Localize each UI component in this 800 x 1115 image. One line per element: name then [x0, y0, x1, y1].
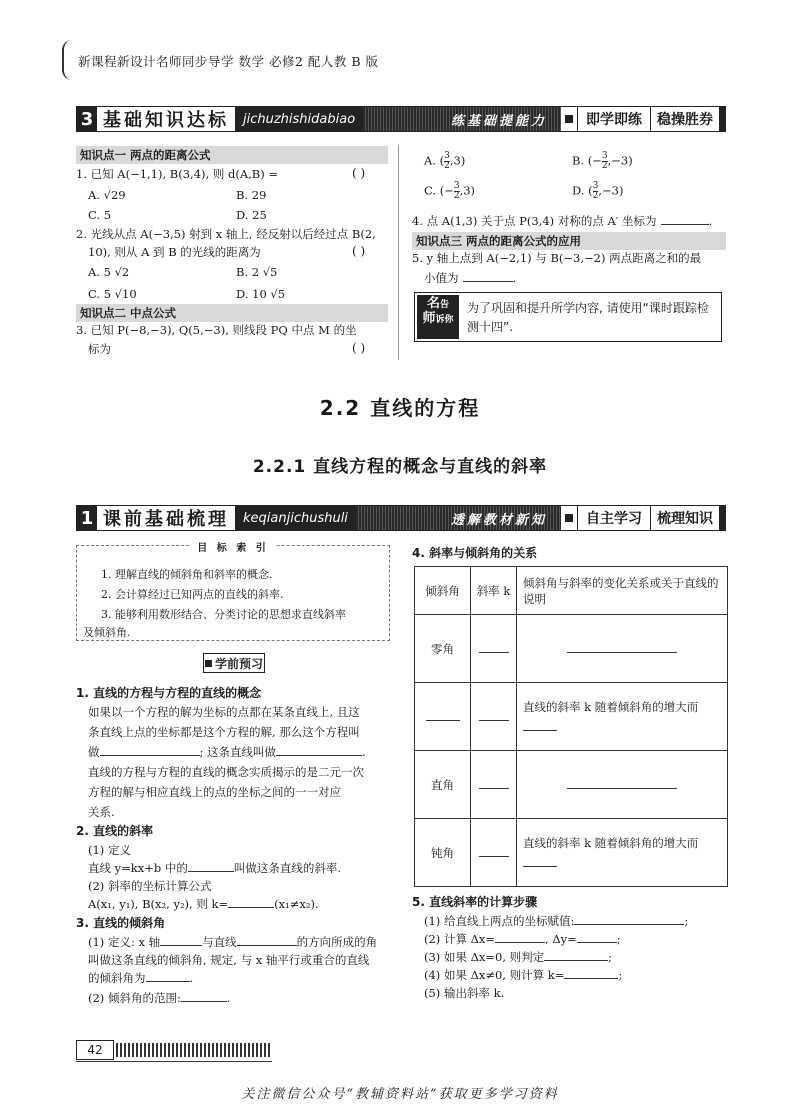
s2-line-1: (1) 定义 — [88, 843, 131, 857]
s2-line-4: A(x₁, y₁), B(x₂, y₂), 则 k= (x₁≠x₂). — [88, 897, 319, 911]
s2-line-3: (2) 斜率的坐标计算公式 — [88, 879, 212, 893]
s3-line-3: 的倾斜角为 . — [88, 971, 194, 985]
cell-angle: 零角 — [415, 615, 471, 683]
banner-square-icon — [565, 514, 573, 522]
col-desc: 倾斜角与斜率的变化关系或关于直线的说明 — [517, 567, 728, 615]
goal-3-cont: 及倾斜角. — [83, 626, 131, 639]
question-5-line-1: 5. y 轴上点到 A(−2,1) 与 B(−3,−2) 两点距离之和的最 — [412, 251, 702, 265]
q3-option-a: A. ( $\frac{3}{2}$ ,3) — [424, 151, 466, 171]
bottom-watermark-note: 关注微信公众号“教辅资料站”获取更多学习资料 — [241, 1087, 559, 1102]
header-bracket — [62, 40, 76, 80]
s5-line-3: (3) 如果 Δx=0, 则判定 ; — [424, 950, 613, 964]
s2-line-2: 直线 y=kx+b 中的 叫做这条直线的斜率. — [88, 861, 342, 875]
question-3-line-2: 标为 — [88, 342, 111, 356]
s2-heading: 2. 直线的斜率 — [76, 824, 154, 838]
q1-option-c: C. 5 — [88, 208, 112, 222]
slope-angle-table — [414, 566, 728, 887]
table-header-row — [415, 567, 728, 615]
banner-title: 课前基础梳理 — [103, 509, 229, 530]
question-2-line-2: 10), 则从 A 到 B 的光线的距离为 — [88, 245, 261, 259]
cell-angle: 钝角 — [415, 819, 471, 887]
table-row — [415, 615, 728, 683]
cell-slope — [471, 819, 517, 887]
section-heading-1: 知识点一 两点的距离公式 — [76, 146, 388, 164]
teacher-tip-text: 为了巩固和提升所学内容, 请使用“课时跟踪检测十四”. — [467, 301, 709, 334]
question-4: 4. 点 A(1,3) 关于点 P(3,4) 对称的点 A′ 坐标为 . — [412, 214, 713, 228]
cell-desc — [517, 751, 728, 819]
q1-option-a: A. √29 — [88, 188, 126, 202]
cell-slope — [471, 615, 517, 683]
s3-line-2: 叫做这条直线的倾斜角, 规定, 与 x 轴平行或重合的直线 — [88, 953, 370, 967]
cell-angle — [415, 683, 471, 751]
banner-square-icon — [565, 115, 573, 123]
s1-line-6: 关系. — [88, 805, 115, 819]
banner-box-1: 自主学习 — [577, 506, 650, 530]
section-heading-3: 知识点三 两点的距离公式的应用 — [412, 232, 726, 250]
footer-dot-pattern — [116, 1043, 272, 1057]
answer-paren-2: ( ) — [352, 244, 366, 258]
s5-heading: 5. 直线斜率的计算步骤 — [412, 895, 538, 909]
section-heading-2: 知识点二 中点公式 — [76, 304, 388, 322]
banner-box-2: 梳理知识 — [650, 506, 719, 530]
s1-line-5: 方程的解与相应直线上的点的坐标之间的一一对应 — [88, 785, 341, 799]
banner-pinyin: jichuzhishidabiao — [235, 107, 363, 131]
goals-heading: 目 标 索 引 — [77, 539, 389, 554]
banner-end-bar — [719, 107, 725, 131]
s5-line-4: (4) 如果 Δx≠0, 则计算 k= ; — [424, 968, 623, 982]
banner-number: 3 — [77, 107, 97, 131]
question-5-line-2: 小值为 . — [424, 271, 517, 285]
banner-number: 1 — [77, 506, 97, 530]
footer-rule — [76, 1061, 272, 1062]
cell-slope — [471, 683, 517, 751]
col-angle: 倾斜角 — [415, 567, 471, 615]
banner-basic-knowledge — [76, 106, 726, 132]
preview-label: 学前预习 — [203, 653, 265, 673]
q2-option-b: B. 2 √5 — [236, 265, 278, 279]
s3-line-1: (1) 定义: x 轴 与直线 的方向所成的角 — [88, 935, 378, 949]
s1-line-4: 直线的方程与方程的直线的概念实质揭示的是二元一次 — [88, 765, 364, 779]
banner-pinyin: keqianjichushuli — [235, 506, 356, 530]
page-number: 42 — [76, 1040, 114, 1060]
section-title: 2.2 直线的方程 — [319, 396, 481, 420]
banner-slogan: 练基础提能力 — [363, 107, 561, 131]
goal-3: 3. 能够利用数形结合、分类讨论的思想求直线斜率 — [101, 608, 346, 621]
question-1: 1. 已知 A(−1,1), B(3,4), 则 d(A,B) = — [76, 167, 279, 181]
answer-paren-1: ( ) — [352, 166, 366, 180]
table-row — [415, 819, 728, 887]
banner-box-1: 即学即练 — [577, 107, 650, 131]
q1-option-b: B. 29 — [236, 188, 267, 202]
q2-option-c: C. 5 √10 — [88, 287, 137, 301]
table-row — [415, 751, 728, 819]
table-row — [415, 683, 728, 751]
answer-paren-3: ( ) — [352, 341, 366, 355]
s4-heading: 4. 斜率与倾斜角的关系 — [412, 546, 538, 560]
banner-pre-class — [76, 505, 726, 531]
running-header: 新课程新设计名师同步导学 数学 必修2 配人教 B 版 — [78, 54, 379, 69]
s1-line-1: 如果以一个方程的解为坐标的点都在某条直线上, 且这 — [88, 705, 360, 719]
q2-option-d: D. 10 √5 — [236, 287, 286, 301]
banner-title: 基础知识达标 — [103, 110, 229, 131]
s1-line-2: 条直线上点的坐标都是这个方程的解, 那么这个方程叫 — [88, 725, 360, 739]
s5-line-5: (5) 输出斜率 k. — [424, 986, 505, 1000]
q3-option-c: C. (− $\frac{3}{2}$ ,3) — [424, 181, 476, 201]
s1-heading: 1. 直线的方程与方程的直线的概念 — [76, 686, 262, 700]
s3-line-4: (2) 倾斜角的范围: . — [88, 991, 231, 1005]
s5-line-1: (1) 给直线上两点的坐标赋值: ; — [424, 914, 689, 928]
goal-1: 1. 理解直线的倾斜角和斜率的概念. — [101, 568, 273, 581]
question-3-line-1: 3. 已知 P(−8,−3), Q(5,−3), 则线段 PQ 中点 M 的坐 — [76, 323, 357, 337]
q3-option-b: B. (− $\frac{3}{2}$ ,−3) — [572, 151, 633, 171]
goal-2: 2. 会计算经过已知两点的直线的斜率. — [101, 588, 284, 601]
q2-option-a: A. 5 √2 — [88, 265, 130, 279]
s5-line-2: (2) 计算 Δx= , Δy= ; — [424, 932, 621, 946]
cell-slope — [471, 751, 517, 819]
col-slope: 斜率 k — [471, 567, 517, 615]
s3-heading: 3. 直线的倾斜角 — [76, 916, 166, 930]
cell-angle: 直角 — [415, 751, 471, 819]
subsection-title: 2.2.1 直线方程的概念与直线的斜率 — [252, 457, 548, 477]
banner-end-bar — [719, 506, 725, 530]
cell-desc — [517, 615, 728, 683]
q1-option-d: D. 25 — [236, 208, 267, 222]
cell-desc: 直线的斜率 k 随着倾斜角的增大而 — [517, 819, 728, 887]
teacher-tip-box — [414, 292, 722, 342]
learning-goals-box — [76, 545, 390, 641]
question-2-line-1: 2. 光线从点 A(−3,5) 射到 x 轴上, 经反射以后经过点 B(2, — [76, 227, 376, 241]
teacher-tip-badge: 名告 师诉你 — [417, 295, 459, 339]
s1-line-3: 做 ; 这条直线叫做 . — [88, 745, 366, 759]
column-divider — [398, 145, 399, 360]
banner-slogan: 透解教材新知 — [356, 506, 561, 530]
banner-box-2: 稳操胜券 — [650, 107, 719, 131]
preview-square-icon — [205, 660, 212, 667]
cell-desc: 直线的斜率 k 随着倾斜角的增大而 — [517, 683, 728, 751]
q3-option-d: D. ( $\frac{3}{2}$ ,−3) — [572, 181, 624, 201]
